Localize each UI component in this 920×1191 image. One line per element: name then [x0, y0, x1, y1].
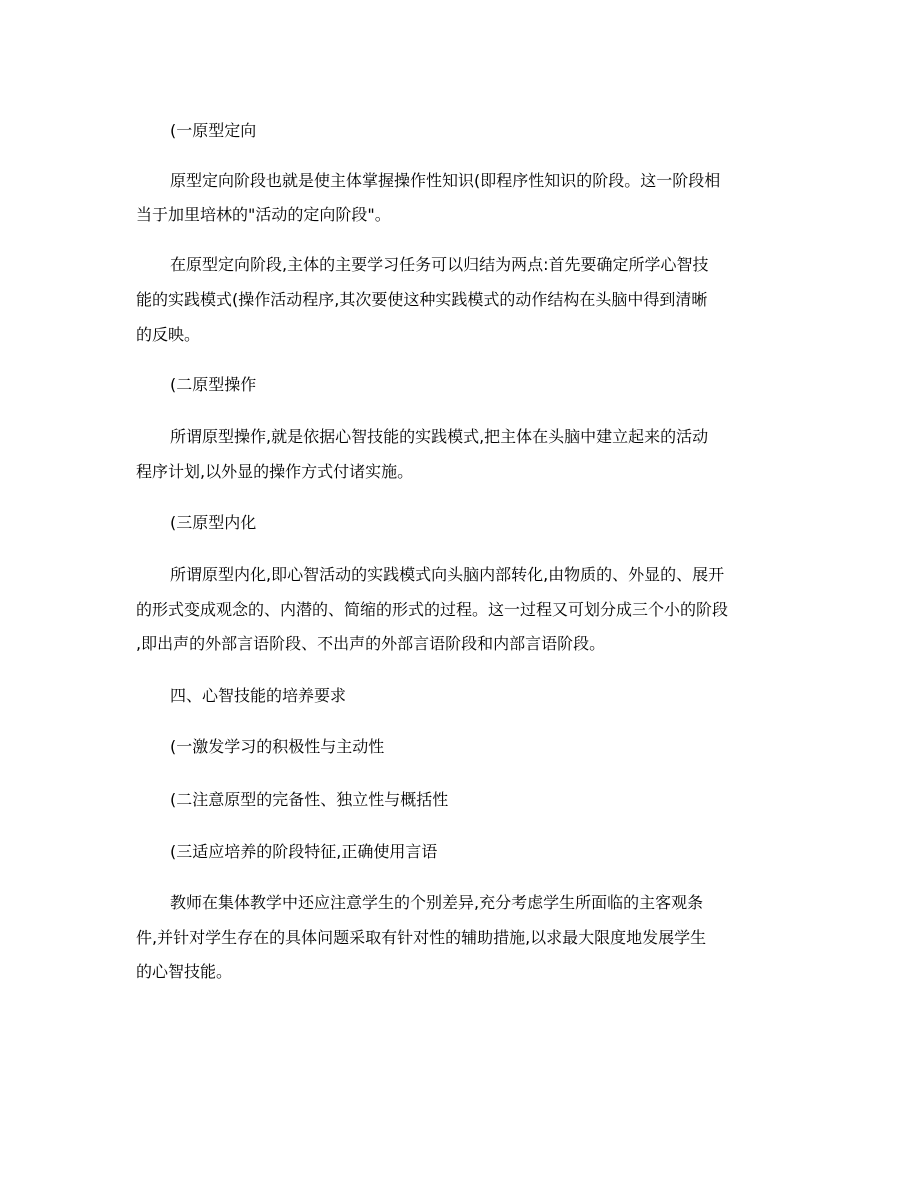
paragraph-line: 所谓原型内化,即心智活动的实践模式向头脑内部转化,由物质的、外显的、展开: [170, 565, 725, 584]
heading-prototype-internalization: (三原型内化: [170, 513, 257, 532]
paragraph-line: 原型定向阶段也就是使主体掌握操作性知识(即程序性知识的阶段。这一阶段相: [170, 171, 721, 190]
paragraph-line: 教师在集体教学中还应注意学生的个别差异,充分考虑学生所面临的主客观条: [170, 893, 704, 912]
paragraph-line: 的形式变成观念的、内潜的、简缩的形式的过程。这一过程又可划分成三个小的阶段: [136, 600, 729, 619]
heading-prototype-operation: (二原型操作: [170, 375, 257, 394]
paragraph-line: 当于加里培林的"活动的定向阶段"。: [136, 205, 391, 224]
paragraph-line: 件,并针对学生存在的具体问题采取有针对性的辅助措施,以求最大限度地发展学生: [136, 928, 707, 947]
paragraph-line: ,即出声的外部言语阶段、不出声的外部言语阶段和内部言语阶段。: [136, 634, 606, 653]
heading-prototype-orientation: (一原型定向: [170, 121, 257, 140]
paragraph-line: 的心智技能。: [136, 962, 233, 981]
paragraph-line: 的反映。: [136, 325, 201, 344]
paragraph-line: 能的实践模式(操作活动程序,其次要使这种实践模式的动作结构在头脑中得到清晰: [136, 290, 708, 309]
paragraph-line: 所谓原型操作,就是依据心智技能的实践模式,把主体在头脑中建立起来的活动: [170, 427, 709, 446]
paragraph-line: 程序计划,以外显的操作方式付诸实施。: [136, 462, 414, 481]
section-heading: 四、心智技能的培养要求: [170, 686, 347, 705]
paragraph-line: 在原型定向阶段,主体的主要学习任务可以归结为两点:首先要确定所学心智技: [170, 255, 709, 274]
requirement-item: (三适应培养的阶段特征,正确使用言语: [170, 842, 438, 861]
requirement-item: (二注意原型的完备性、独立性与概括性: [170, 790, 449, 809]
requirement-item: (一激发学习的积极性与主动性: [170, 737, 385, 756]
